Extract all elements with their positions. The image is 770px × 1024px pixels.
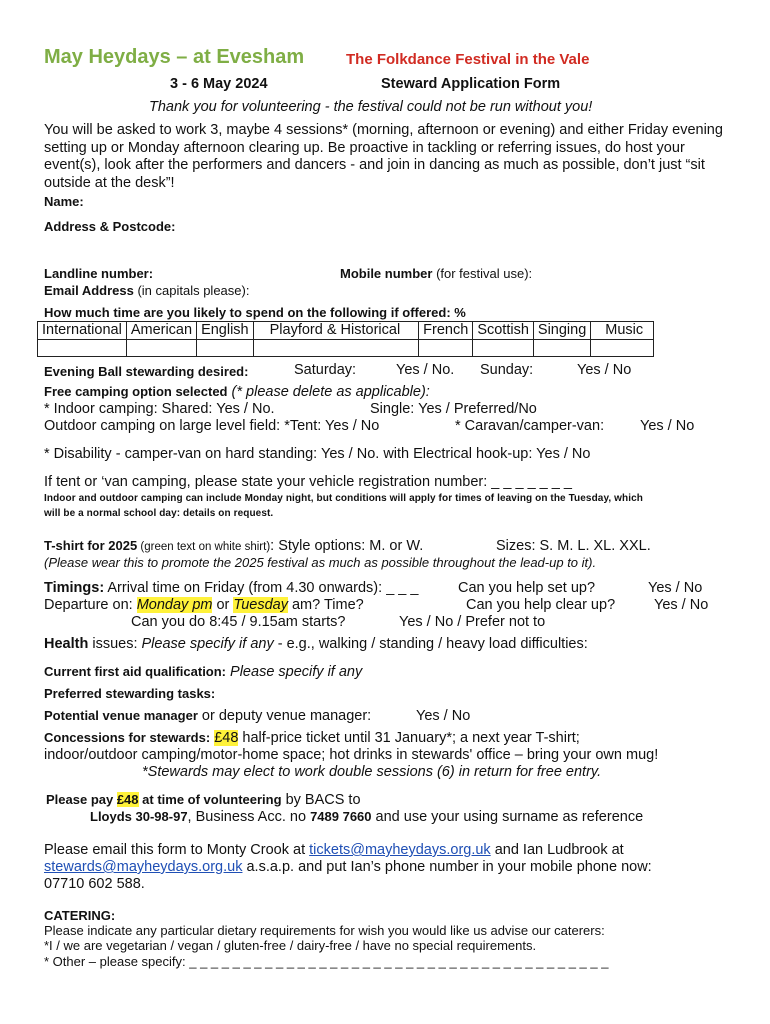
dietary-other: * Other – please specify: _ _ _ _ _ _ _ _ _ _ _ _ _ _ _ _ _ _ _ _ _ _ _ _ _ _ _ _ _ _ _ _ _ _ _ _ _ _ _ (44, 954, 609, 969)
email-instructions-line-2: stewards@mayheydays.org.uk a.s.a.p. and put Ian’s phone number in your mobile phone now: (44, 859, 652, 875)
preferred-tasks-label: Preferred stewarding tasks: (44, 686, 216, 701)
sunday-label: Sunday: (480, 362, 534, 378)
setup-options: Yes / No (648, 580, 703, 596)
camping-smallprint: Indoor and outdoor camping can include Monday night, but conditions will apply for times of leaving on the Tuesday, which (44, 493, 643, 504)
answer-cell[interactable] (419, 340, 473, 357)
concessions-line-2: indoor/outdoor camping/motor-home space; hot drinks in stewards' office – bring your own mug! (44, 747, 659, 763)
phone-number: 07710 602 588. (44, 876, 145, 892)
category-cell: American (126, 322, 196, 340)
concession-price: £48 (214, 730, 239, 746)
saturday-label: Saturday: (294, 362, 357, 378)
tickets-email-link[interactable]: tickets@mayheydays.org.uk (309, 842, 491, 858)
mobile-field-label: Mobile number (for festival use): (340, 266, 533, 281)
answer-cell[interactable] (591, 340, 654, 357)
category-cell: Music (591, 322, 654, 340)
concessions-line: Concessions for stewards: £48 half-price ticket until 31 January*; a next year T-shirt; (44, 730, 580, 746)
time-question: How much time are you likely to spend on the following if offered: % (44, 305, 466, 320)
evening-ball-label: Evening Ball stewarding desired: (44, 364, 249, 379)
thanks-line: Thank you for volunteering - the festival could not be run without you! (149, 99, 593, 115)
caravan-label: * Caravan/camper-van: (455, 418, 605, 434)
answer-cell[interactable] (533, 340, 590, 357)
saturday-options: Yes / No. (396, 362, 455, 378)
stewards-email-link[interactable]: stewards@mayheydays.org.uk (44, 859, 243, 875)
early-start-options: Yes / No / Prefer not to (399, 614, 546, 630)
caravan-options: Yes / No (640, 418, 695, 434)
address-field-label: Address & Postcode: (44, 219, 176, 234)
tshirt-line: T-shirt for 2025 (green text on white shirt): Style options: M. or W. (44, 538, 424, 554)
category-cell: Scottish (473, 322, 534, 340)
camping-heading: Free camping option selected (* please delete as applicable): (44, 384, 430, 400)
category-cell: English (197, 322, 254, 340)
first-aid-line: Current first aid qualification: Please specify if any (44, 664, 363, 680)
dance-category-table (37, 321, 654, 357)
tshirt-sizes: Sizes: S. M. L. XL. XXL. (496, 538, 651, 554)
setup-question: Can you help set up? (458, 580, 596, 596)
email-instructions-line: Please email this form to Monty Crook at tickets@mayheydays.org.uk and Ian Ludbrook at (44, 842, 624, 858)
clear-up-options: Yes / No (654, 597, 709, 613)
camping-smallprint: will be a normal school day: details on request. (44, 508, 274, 519)
vehicle-registration-line: If tent or ‘van camping, please state your vehicle registration number: _ _ _ _ _ _ _ (44, 474, 572, 490)
health-line: Health issues: Please specify if any - e.g., walking / standing / heavy load difficulties: (44, 636, 588, 652)
category-answer-row[interactable] (38, 340, 654, 357)
indoor-single-option: Single: Yes / Preferred/No (370, 401, 537, 417)
landline-field-label: Landline number: (44, 266, 154, 281)
dietary-options: *I / we are vegetarian / vegan / gluten-free / dairy-free / have no special requirements. (44, 938, 537, 953)
email-field-label: Email Address (in capitals please): (44, 283, 250, 298)
indoor-camping-line: * Indoor camping: Shared: Yes / No. (44, 401, 275, 417)
category-cell: Singing (533, 322, 590, 340)
tshirt-promo: (Please wear this to promote the 2025 festival as much as possible throughout the lead-up to it). (44, 555, 597, 570)
catering-instructions: Please indicate any particular dietary requirements for wish you would like us advise our caterers: (44, 923, 605, 938)
payment-price: £48 (116, 792, 139, 807)
monday-option: Monday pm (136, 597, 213, 613)
intro-paragraph: You will be asked to work 3, maybe 4 sessions* (morning, afternoon or evening) and either Friday evening setting up or Monday afternoon clearing up. Be proactive in tackling or referring issues, do host your event(s), look after the performers and dancers - and join in dancing as much as possible, don’t just “sit outside at the desk”! (44, 122, 723, 191)
category-cell: French (419, 322, 473, 340)
answer-cell[interactable] (197, 340, 254, 357)
payment-line: Please pay £48 at time of volunteering by BACS to (46, 792, 361, 808)
bank-details-line: Lloyds 30-98-97, Business Acc. no 7489 7660 and use your using surname as reference (90, 809, 644, 825)
category-cell: Playford & Historical (253, 322, 419, 340)
festival-name: The Folkdance Festival in the Vale (346, 51, 590, 68)
venue-manager-line: Potential venue manager or deputy venue manager: (44, 708, 372, 724)
answer-cell[interactable] (38, 340, 127, 357)
answer-cell[interactable] (253, 340, 419, 357)
answer-cell[interactable] (473, 340, 534, 357)
outdoor-camping-line: Outdoor camping on large level field: *Tent: Yes / No (44, 418, 380, 434)
name-field-label: Name: (44, 194, 84, 209)
answer-cell[interactable] (126, 340, 196, 357)
arrival-line: Timings: Arrival time on Friday (from 4.30 onwards): _ _ _ (44, 580, 419, 596)
venue-manager-options: Yes / No (416, 708, 471, 724)
catering-heading: CATERING: (44, 908, 116, 923)
double-session-note: *Stewards may elect to work double sessions (6) in return for free entry. (142, 764, 602, 780)
event-title: May Heydays – at Evesham (44, 46, 305, 68)
sunday-options: Yes / No (577, 362, 632, 378)
early-start-question: Can you do 8:45 / 9.15am starts? (131, 614, 346, 630)
category-header-row (38, 322, 654, 340)
clear-up-question: Can you help clear up? (466, 597, 616, 613)
departure-line: Departure on: Monday pm or Tuesday am? Time? (44, 597, 364, 613)
event-dates: 3 - 6 May 2024 (170, 76, 268, 92)
category-cell: International (38, 322, 127, 340)
form-title: Steward Application Form (381, 76, 561, 92)
disability-camping-line: * Disability - camper-van on hard standing: Yes / No. with Electrical hook-up: Yes / No (44, 446, 591, 462)
tuesday-option: Tuesday (233, 597, 288, 613)
